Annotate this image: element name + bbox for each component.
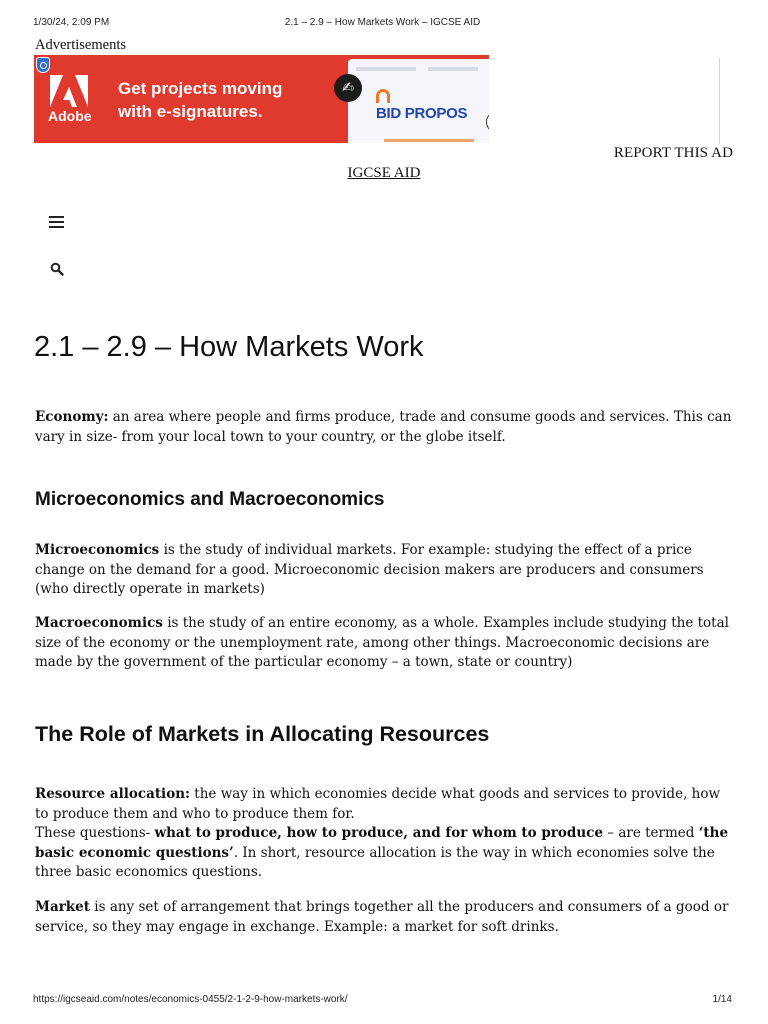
ad-signature-icon: ✍ [334, 74, 362, 102]
search-icon[interactable] [50, 262, 64, 276]
ad-doc-text: BID PROPOS [376, 105, 468, 122]
economy-term: Economy: [35, 409, 109, 425]
ad-doc-bar [356, 67, 416, 71]
print-page-number: 1/14 [712, 994, 732, 1005]
ad-headline-line2: with e-signatures. [118, 102, 263, 121]
ad-banner[interactable] [34, 55, 489, 143]
market-definition [35, 898, 735, 937]
macroeconomics-paragraph [35, 614, 735, 673]
section-heading-markets: The Role of Markets in Allocating Resources [35, 722, 490, 746]
market-text: is any set of arrangement that brings together all the producers and consumers of a good or service, so they may engage in exchange. Example: a market for soft drinks. [35, 899, 729, 935]
adobe-logo-icon [50, 75, 88, 111]
print-footer [33, 994, 732, 1008]
ad-shield-icon [36, 57, 50, 73]
economy-definition [35, 408, 735, 447]
report-ad-link[interactable]: REPORT THIS AD [613, 145, 733, 161]
macroeconomics-term: Macroeconomics [35, 615, 163, 631]
microeconomics-term: Microeconomics [35, 542, 160, 558]
ad-divider [719, 58, 720, 144]
print-doc-title: 2.1 – 2.9 – How Markets Work – IGCSE AID [284, 17, 481, 28]
ad-doc-bar [428, 67, 478, 71]
questions-mid: – are termed [603, 825, 699, 841]
hamburger-menu-icon[interactable] [49, 216, 65, 229]
questions-list: what to produce, how to produce, and for whom to produce [154, 825, 603, 841]
advertisements-label: Advertisements [35, 37, 127, 53]
ad-brand: Adobe [48, 108, 92, 124]
questions-intro: These questions- [35, 825, 155, 841]
resource-allocation-paragraph [35, 785, 735, 883]
ad-headline-line1: Get projects moving [118, 79, 283, 98]
questions-end: . In short, resource allocation is the way in which economies solve the three basic economics questions. [35, 844, 715, 880]
microeconomics-text: is the study of individual markets. For example: studying the effect of a price change on the demand for a good. Microeconomic decision makers are producers and consumers (who directly operate in markets) [35, 542, 704, 597]
ad-pen-icon [486, 111, 489, 133]
market-term: Market [35, 899, 90, 915]
page-title: 2.1 – 2.9 – How Markets Work [34, 331, 424, 363]
section-heading-micro-macro: Microeconomics and Macroeconomics [35, 489, 385, 510]
resource-allocation-term: Resource allocation: [35, 786, 190, 802]
resource-allocation-text: the way in which economies decide what goods and services to provide, how to produce them and who to produce them for. [35, 786, 721, 822]
ad-doc-logo-icon [376, 89, 390, 103]
print-header [33, 17, 732, 31]
microeconomics-paragraph [35, 541, 735, 600]
ad-document-preview [348, 59, 489, 143]
ad-doc-foot [384, 139, 474, 142]
print-datetime: 1/30/24, 2:09 PM [33, 17, 110, 28]
basic-questions-term: ‘the basic economic questions’ [35, 825, 729, 861]
site-title-link[interactable]: IGCSE AID [347, 165, 421, 181]
economy-text: an area where people and firms produce, trade and consume goods and services. This can vary in size- from your local town to your country, or the globe itself. [35, 409, 732, 445]
macroeconomics-text: is the study of an entire economy, as a whole. Examples include studying the total size of the economy or the unemployment rate, among other things. Macroeconomic decisions are made by the government of the particular economy – a town, state or country) [35, 615, 729, 670]
print-url: https://igcseaid.com/notes/economics-0455/2-1-2-9-how-markets-work/ [33, 994, 348, 1005]
ad-headline [118, 77, 328, 123]
